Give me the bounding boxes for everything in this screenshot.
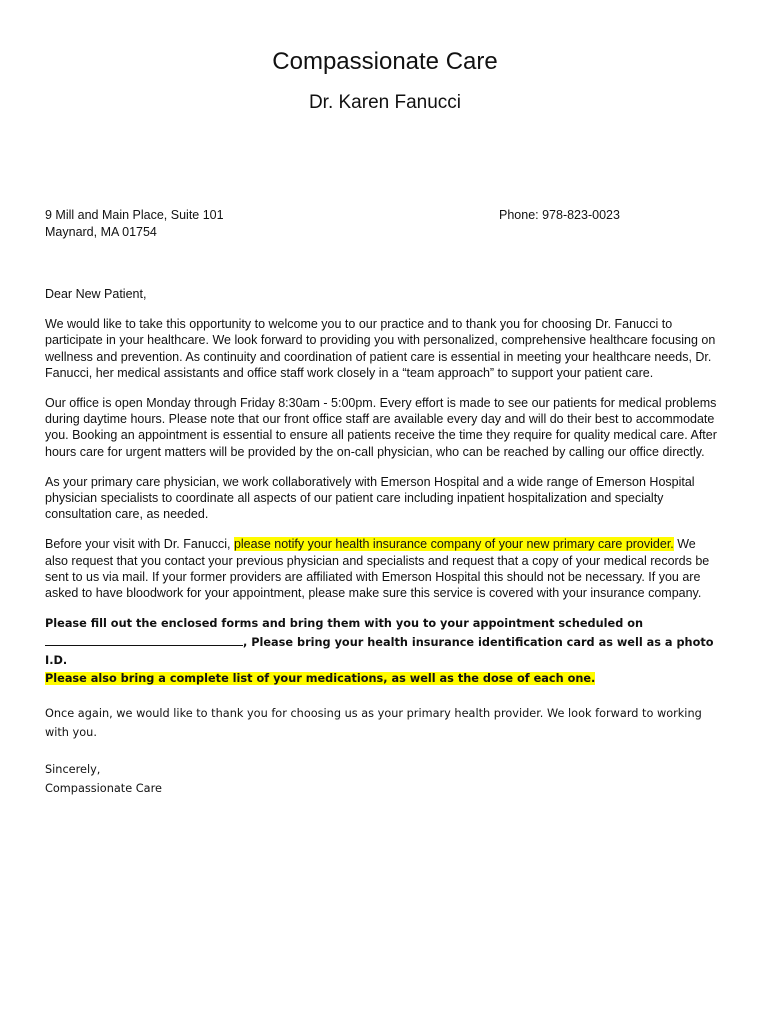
p2-line-4: hours care for urgent matters will be provided by the on-call physician, who can be reached by calling our office directly. <box>45 444 705 459</box>
p2-line-3: you. Booking an appointment is essential to ensure all patients receive the time they require for quality medical care. After <box>45 428 717 443</box>
p4-line-3: sent to us via mail. If your former providers are affiliated with Emerson Hospital this should not be necessary. If you are <box>45 569 701 584</box>
medications-highlight: Please also bring a complete list of your medications, as well as the dose of each one. <box>45 672 596 686</box>
p4-pre: Before your visit with Dr. Fanucci, <box>45 537 234 552</box>
p4-line-2: also request that you contact your previous physician and specialists and request that a copy of your medical records be <box>45 553 710 568</box>
p1-line-1: We would like to take this opportunity to welcome you to our practice and to thank you for choosing Dr. Fanucci to <box>45 317 673 332</box>
p1-line-2: participate in your healthcare. We look forward to providing you with personalized, comprehensive healthcare focusing on <box>45 333 716 348</box>
p3-line-1: As your primary care physician, we work collaboratively with Emerson Hospital and a wide range of Emerson Hospital <box>45 474 695 489</box>
instructions-line-2 <box>45 633 735 670</box>
paragraph-welcome <box>45 316 735 381</box>
address-line-2: Maynard, MA 01754 <box>45 224 157 239</box>
instructions-line-2-text: , Please bring your health insurance identification card as well as a photo I.D. <box>45 636 714 668</box>
paragraph-office-hours <box>45 395 735 460</box>
p1-line-3: wellness and prevention. As continuity and coordination of patient care is essential in meeting your healthcare needs, Dr. <box>45 349 712 364</box>
insurance-highlight: please notify your health insurance company of your new primary care provider. <box>233 537 674 552</box>
thanks-line-2: with you. <box>45 726 97 740</box>
paragraph-before-visit <box>45 536 735 601</box>
instructions-line-1: Please fill out the enclosed forms and bring them with you to your appointment scheduled on <box>45 617 644 631</box>
signature: Compassionate Care <box>45 782 162 796</box>
thanks-line-1: Once again, we would like to thank you for choosing us as your primary health provider. We look forward to working <box>45 707 702 721</box>
p2-line-1: Our office is open Monday through Friday 8:30am - 5:00pm. Every effort is made to see our patients for medical problems <box>45 396 717 411</box>
address-block <box>45 207 224 240</box>
p4-post: We <box>673 537 696 552</box>
greeting: Dear New Patient, <box>45 287 147 301</box>
p2-line-2: during daytime hours. Please note that our front office staff are available every day and will do their best to accommodate <box>45 412 715 427</box>
phone-number: Phone: 978-823-0023 <box>499 208 620 222</box>
p3-line-2: physician specialists to coordinate all aspects of our patient care including inpatient hospitalization and specialty <box>45 491 664 506</box>
letter-body <box>45 286 735 798</box>
paragraph-emerson <box>45 474 735 523</box>
address-line-1: 9 Mill and Main Place, Suite 101 <box>45 208 224 222</box>
p3-line-3: consultation care, as needed. <box>45 507 209 522</box>
signoff: Sincerely, <box>45 763 101 777</box>
instructions-line-3 <box>45 670 735 688</box>
doctor-name: Dr. Karen Fanucci <box>308 92 462 113</box>
practice-title: Compassionate Care <box>272 48 498 75</box>
p1-line-4: Fanucci, her medical assistants and office staff work closely in a “team approach” to support your patient care. <box>45 365 654 380</box>
instructions-block <box>45 615 735 688</box>
appointment-date-blank <box>45 633 243 646</box>
p4-line-4: asked to have bloodwork for your appointment, please make sure this service is covered with your insurance company. <box>45 586 702 601</box>
closing-block <box>45 704 735 798</box>
